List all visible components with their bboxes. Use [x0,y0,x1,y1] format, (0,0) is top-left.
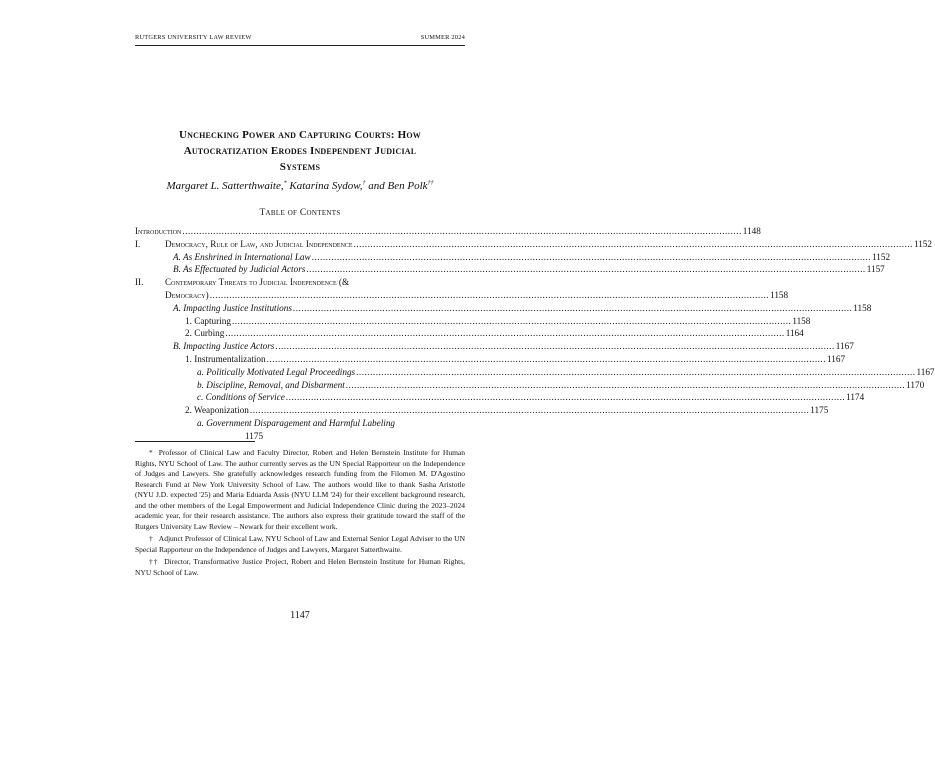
toc-entry-label: B. Impacting Justice Actors [173,341,275,352]
footnote [135,557,465,578]
title-line: Autocratization Erodes Independent Judicial [183,145,417,157]
toc-entry[interactable] [135,289,789,302]
footnote [135,534,465,555]
toc-entry-label: Democracy, Rule of Law, and Judicial Independence [165,238,353,249]
toc-entry-label: 2. Curbing [185,328,225,339]
toc-entry-page: 1157 [866,264,885,275]
toc-leader-dots: ........................................................................................................................................................................................................ [225,328,785,339]
toc-entry[interactable] [135,404,829,417]
article-title [135,127,465,175]
toc-entry-page: 1152 [872,251,891,262]
toc-entry[interactable] [135,379,925,392]
toc-entry-label: Introduction [135,226,182,236]
toc-leader-dots: ........................................................................................................................................................................................................ [311,251,872,262]
toc-entry-label: 1. Instrumentalization [185,353,266,364]
toc-entry-label: 1. Capturing [185,315,231,326]
toc-entry-label: Democracy) [165,289,209,300]
footnote-rule [135,441,255,442]
toc-leader-dots: ........................................................................................................................................................................................................ [306,264,866,275]
toc-entry-page: 1158 [853,302,872,313]
toc-entry-page: 1167 [827,353,846,364]
toc-leader-dots: ........................................................................................................................................................................................................ [292,302,853,313]
author-name: and Ben Polk [368,180,428,192]
toc-entry-label: A. As Enshrined in International Law [173,251,311,262]
toc-entry[interactable] [135,302,872,315]
toc-entry-label: b. Discipline, Removal, and Disbarment [197,379,345,390]
toc-leader-dots: ........................................................................................................................................................................................................ [275,341,835,352]
toc-entry-label: a. Politically Motivated Legal Proceedings [197,366,356,377]
toc-entry-label: Contemporary Threats to Judicial Independence (& [165,277,350,288]
toc-entry-number: I. [135,238,141,249]
footnote-mark[interactable]: * [283,180,287,187]
toc-entry[interactable] [135,276,465,289]
toc-entry-page: 1158 [792,315,811,326]
footnote-text: Adjunct Professor of Clinical Law, NYU School of Law and External Senior Legal Adviser to the UN Special Rapporteur on the Independence of Judges and Lawyers, Margaret Satterthwaite. [135,534,466,554]
toc-entry-label: 2. Weaponization [185,405,249,416]
journal-name: RUTGERS UNIVERSITY LAW REVIEW [135,34,252,41]
toc-entry-page: 1175 [810,405,829,416]
toc-entry-label: a. Government Disparagement and Harmful Labeling [197,417,396,428]
toc-entry-page: 1167 [835,341,854,352]
author-name: Margaret L. Satterthwaite, [166,180,284,192]
toc-entry-page: 1164 [785,328,804,339]
header-rule [135,45,465,46]
toc-entry[interactable] [135,417,465,430]
toc-leader-dots: ........................................................................................................................................................................................................ [345,379,906,390]
title-line: Systems [279,161,321,173]
toc-entry-label: B. As Effectuated by Judicial Actors [173,264,306,275]
footnote [135,448,465,532]
page-number: 1147 [290,610,310,621]
author-name: Katarina Sydow, [289,180,363,192]
toc-entry-page: 1148 [742,226,761,236]
footnote-text: Director, Transformative Justice Project, Robert and Helen Bernstein Institute for Human Rights, NYU School of Law. [135,557,466,577]
toc-leader-dots: ........................................................................................................................................................................................................ [266,353,826,364]
toc-entry[interactable] [135,225,761,238]
toc-leader-dots: ........................................................................................................................................................................................................ [353,238,913,249]
toc-entry-page: 1174 [846,392,865,403]
toc-heading: Table of Contents [259,208,341,218]
table-of-contents [135,225,935,443]
footnote-mark[interactable]: † [362,180,366,187]
toc-entry-label: 1175 [245,430,264,441]
toc-entry[interactable] [135,366,935,379]
toc-entry-page: 1152 [913,238,932,249]
toc-entry-label: c. Conditions of Service [197,392,285,403]
toc-entry-page: 1167 [916,366,935,377]
footnotes [135,448,465,580]
footnote-mark: † [149,534,153,543]
toc-leader-dots: ........................................................................................................................................................................................................ [182,226,742,236]
toc-entry[interactable] [135,263,885,276]
toc-entry[interactable] [135,391,865,404]
title-line: Unchecking Power and Capturing Courts: How [179,129,421,141]
toc-entry[interactable] [135,340,854,353]
footnote-text: Professor of Clinical Law and Faculty Director, Robert and Helen Bernstein Institute for Human Rights, NYU School of Law. The author currently serves as the UN Special Rapporteur on the Independence of Judges and Lawyers. She gratefully acknowledges research funding from the Filomen M. D'Agostino Research Fund at New York University School of Law. The authors would like to thank Sasha Aristotle (NYU J.D. expected '25) and Maria Eduarda Assis (NYU LLM '24) for their excellent background research, and the other members of the Legal Empowerment and Judicial Independence Clinic during the 2023–2024 academic year, for their research assistance. The authors also express their gratitude toward the staff of the Rutgers University Law Review – Newark for their excellent work. [135,448,465,531]
toc-entry-page: 1158 [770,289,789,300]
issue-date: SUMMER 2024 [420,34,465,41]
toc-leader-dots: ........................................................................................................................................................................................................ [356,366,916,377]
toc-entry-label: A. Impacting Justice Institutions [173,302,292,313]
footnote-mark[interactable]: †† [427,180,434,187]
toc-entry[interactable] [135,315,811,328]
toc-leader-dots: ........................................................................................................................................................................................................ [209,289,770,300]
footnote-mark: †† [149,557,159,566]
toc-entry[interactable] [135,327,804,340]
toc-leader-dots: ........................................................................................................................................................................................................ [249,405,810,416]
toc-entry-page: 1170 [906,379,925,390]
toc-entry[interactable] [135,251,891,264]
toc-leader-dots: ........................................................................................................................................................................................................ [285,392,846,403]
author-list [135,180,465,192]
toc-entry-number: II. [135,277,144,288]
toc-entry[interactable] [135,238,932,251]
toc-leader-dots: ........................................................................................................................................................................................................ [231,315,792,326]
footnote-mark: * [149,448,153,457]
toc-entry[interactable] [135,353,846,366]
